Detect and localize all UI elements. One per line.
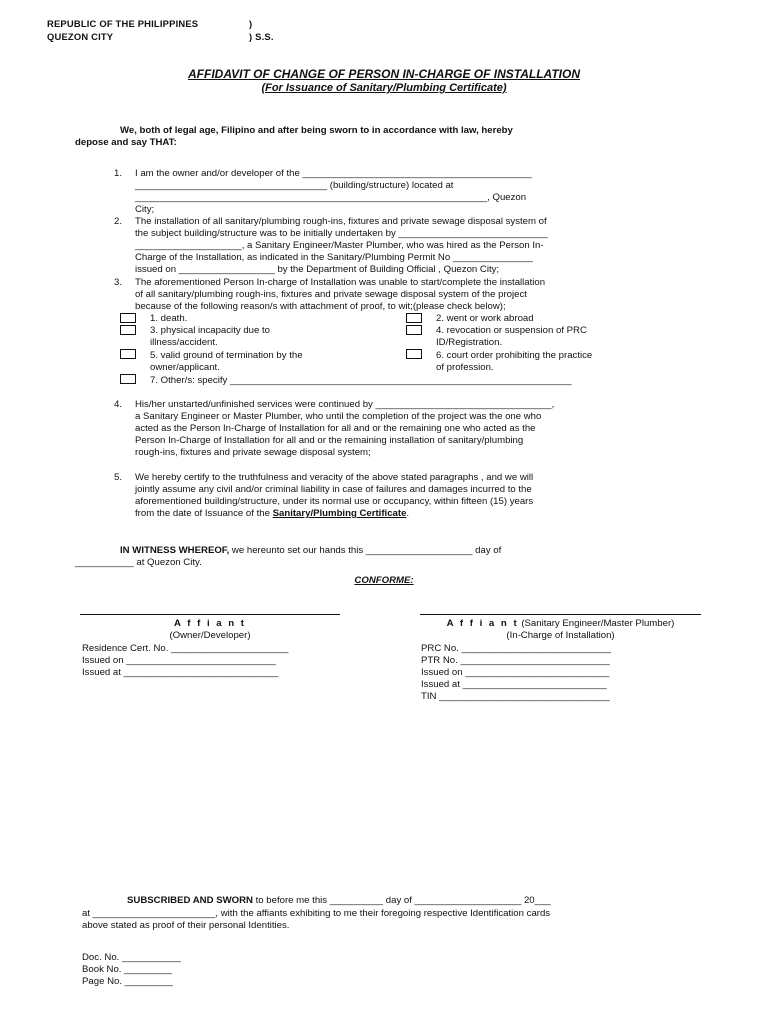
option-court-order-line-1: 6. court order prohibiting the practice bbox=[436, 350, 593, 361]
option-death: 1. death. bbox=[150, 313, 188, 324]
item-1-line-1: I am the owner and/or developer of the ___________________________________________ bbox=[135, 168, 532, 179]
right-issued-on-field: Issued on ___________________________ bbox=[421, 667, 610, 678]
option-revocation-line-2: ID/Registration. bbox=[436, 337, 503, 348]
item-5-line-3: aforementioned building/structure, under its normal use or occupancy, within fifteen (15) years bbox=[135, 496, 534, 507]
intro-line-1: We, both of legal age, Filipino and after being sworn to in accordance with law, hereby bbox=[120, 125, 513, 136]
checkbox-death[interactable] bbox=[120, 313, 136, 323]
right-issued-at-field: Issued at ___________________________ bbox=[421, 679, 607, 690]
item-4-line-2: a Sanitary Engineer or Master Plumber, who until the completion of the project was the one who bbox=[135, 411, 542, 422]
header-city: QUEZON CITY bbox=[47, 31, 114, 42]
item-2-line-1: The installation of all sanitary/plumbing rough-ins, fixtures and private sewage disposal system of bbox=[135, 216, 547, 227]
item-2-line-2: the subject building/structure was to be initially undertaken by ____________________________ bbox=[135, 228, 548, 239]
right-affiant-role: (In-Charge of Installation) bbox=[506, 630, 615, 641]
checkbox-abroad[interactable] bbox=[406, 313, 422, 323]
right-affiant-title: A f f i a n t bbox=[446, 618, 519, 629]
tin-field: TIN ________________________________ bbox=[421, 691, 610, 702]
item-4-line-3: acted as the Person In-Charge of Installation for all and or the remaining one who acted as the bbox=[135, 423, 536, 434]
prc-no-field: PRC No. ____________________________ bbox=[421, 643, 611, 654]
option-revocation-line-1: 4. revocation or suspension of PRC bbox=[436, 325, 587, 336]
item-3-number: 3. bbox=[114, 277, 123, 288]
witness-line-2: ___________ at Quezon City. bbox=[75, 557, 202, 568]
book-no-field: Book No. _________ bbox=[82, 964, 173, 975]
item-5-line-4 bbox=[135, 508, 409, 519]
item-2-number: 2. bbox=[114, 216, 123, 227]
item-4-line-4: Person In-Charge of Installation for all and or the remaining installation of sanitary/plumbing bbox=[135, 435, 524, 446]
sworn-line-3: above stated as proof of their personal Identities. bbox=[82, 920, 290, 931]
ptr-no-field: PTR No. ____________________________ bbox=[421, 655, 610, 666]
sworn-line-1 bbox=[127, 895, 551, 906]
left-issued-on-field: Issued on ____________________________ bbox=[82, 655, 276, 666]
item-4-number: 4. bbox=[114, 399, 123, 410]
item-3-line-2: of all sanitary/plumbing rough-ins, fixtures and private sewage disposal system of the project bbox=[135, 289, 527, 300]
left-affiant-role: (Owner/Developer) bbox=[169, 630, 251, 641]
option-incapacity-line-2: illness/accident. bbox=[150, 337, 218, 348]
option-abroad: 2. went or work abroad bbox=[436, 313, 534, 324]
option-termination-line-2: owner/applicant. bbox=[150, 362, 220, 373]
item-2-line-5: issued on __________________ by the Department of Building Official , Quezon City; bbox=[135, 264, 500, 275]
item-1-line-3: __________________________________________________________________, Quezon bbox=[135, 192, 527, 203]
item-5-line-2: jointly assume any civil and/or criminal liability in case of failures and damages incurred to the bbox=[135, 484, 532, 495]
witness-line-1 bbox=[120, 545, 501, 556]
document-title: AFFIDAVIT OF CHANGE OF PERSON IN-CHARGE OF INSTALLATION bbox=[188, 67, 580, 81]
item-5-line-4-text: from the date of Issuance of the bbox=[135, 508, 273, 519]
checkbox-revocation[interactable] bbox=[406, 325, 422, 335]
checkbox-others[interactable] bbox=[120, 374, 136, 384]
item-1-number: 1. bbox=[114, 168, 123, 179]
sworn-text: to before me this __________ day of ____________________ 20___ bbox=[252, 895, 551, 906]
option-incapacity-line-1: 3. physical incapacity due to bbox=[150, 325, 270, 336]
item-2-line-4: Charge of the Installation, as indicated in the Sanitary/Plumbing Permit No _______________ bbox=[135, 252, 533, 263]
left-signature-line bbox=[80, 614, 340, 615]
header-republic: REPUBLIC OF THE PHILIPPINES bbox=[47, 18, 199, 29]
witness-text: we hereunto set our hands this ____________________ day of bbox=[229, 545, 502, 556]
item-5-line-1: We hereby certify to the truthfulness and veracity of the above stated paragraphs , and we will bbox=[135, 472, 534, 483]
doc-no-field: Doc. No. ___________ bbox=[82, 952, 181, 963]
left-issued-at-field: Issued at _____________________________ bbox=[82, 667, 279, 678]
page-no-field: Page No. _________ bbox=[82, 976, 173, 987]
intro-line-2: depose and say THAT: bbox=[75, 137, 177, 148]
option-court-order-line-2: of profession. bbox=[436, 362, 494, 373]
header-paren: ) bbox=[249, 18, 253, 29]
witness-heading: IN WITNESS WHEREOF, bbox=[120, 545, 230, 556]
checkbox-termination[interactable] bbox=[120, 349, 136, 359]
sworn-line-2: at _______________________, with the affiants exhibiting to me their foregoing respective Identification cards bbox=[82, 908, 551, 919]
item-1-line-2: ____________________________________ (building/structure) located at bbox=[135, 180, 454, 191]
conforme-heading: CONFORME: bbox=[354, 575, 414, 586]
residence-cert-field: Residence Cert. No. ______________________ bbox=[82, 643, 289, 654]
certificate-name: Sanitary/Plumbing Certificate bbox=[272, 508, 407, 519]
item-4-line-5: rough-ins, fixtures and private sewage disposal system; bbox=[135, 447, 371, 458]
document-subtitle: (For Issuance of Sanitary/Plumbing Certificate) bbox=[261, 82, 507, 94]
header-ss: ) S.S. bbox=[249, 31, 274, 42]
item-5-period: . bbox=[406, 508, 410, 519]
item-2-line-3: ____________________, a Sanitary Engineer/Master Plumber, who was hired as the Person In- bbox=[135, 240, 544, 251]
item-4-line-1: His/her unstarted/unfinished services were continued by _________________________________, bbox=[135, 399, 555, 410]
sworn-heading: SUBSCRIBED AND SWORN bbox=[127, 895, 253, 906]
option-termination-line-1: 5. valid ground of termination by the bbox=[150, 350, 303, 361]
checkbox-court-order[interactable] bbox=[406, 349, 422, 359]
right-affiant-title-row bbox=[420, 618, 701, 629]
item-1-line-4: City; bbox=[135, 204, 155, 215]
item-3-line-1: The aforementioned Person In-charge of Installation was unable to start/complete the installation bbox=[135, 277, 546, 288]
right-signature-line bbox=[420, 614, 701, 615]
left-affiant-title: A f f i a n t bbox=[173, 618, 246, 629]
item-5-number: 5. bbox=[114, 472, 123, 483]
right-affiant-title-detail: (Sanitary Engineer/Master Plumber) bbox=[518, 618, 675, 629]
checkbox-incapacity[interactable] bbox=[120, 325, 136, 335]
item-3-line-3: because of the following reason/s with attachment of proof, to wit;(please check below); bbox=[135, 301, 506, 312]
option-others: 7. Other/s: specify ________________________________________________________________ bbox=[150, 375, 572, 386]
